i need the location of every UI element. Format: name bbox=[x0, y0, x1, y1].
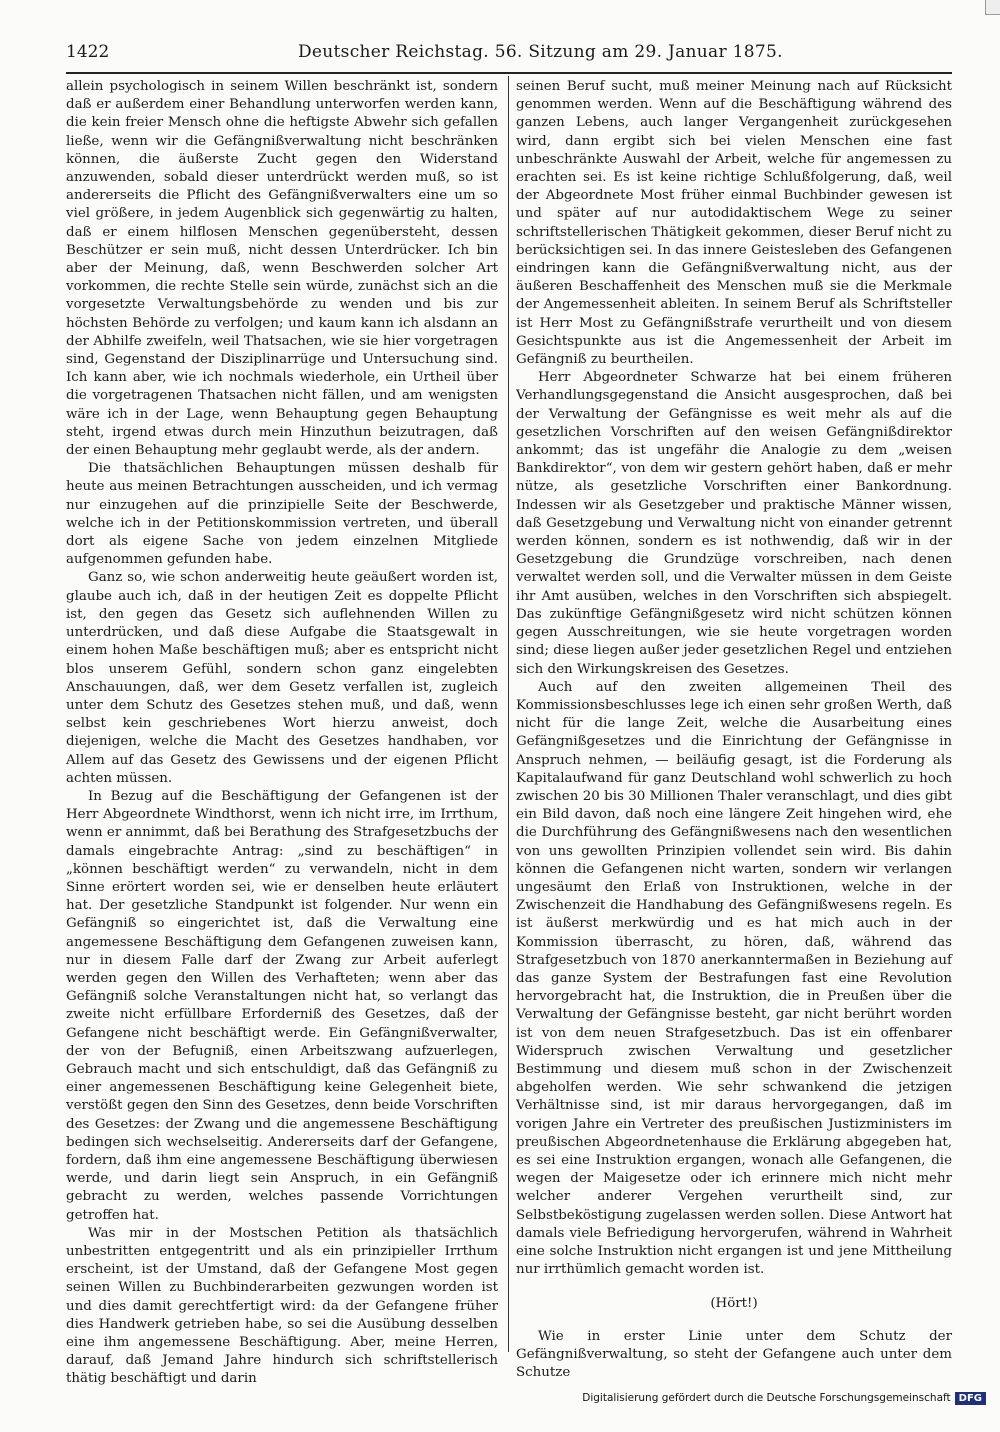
paragraph: Herr Abgeordneter Schwarze hat bei einem früheren Verhandlungsgegenstand die Ansicht ausgesprochen, daß bei der Verwaltung der Gefängnisse es weit mehr als auf die gesetzlichen Vorschriften auf den weisen Gefängnißdirektor ankommt; das ist ungefähr die Analogie zu dem „weisen Bankdirektor“, von dem wir gestern gehört haben, daß er mehr nütze, als gesetzliche Vorschriften einer Bankordnung. Indessen wir als Gesetzgeber und praktische Männer wissen, daß Gesetzgebung und Verwaltung nicht von einander getrennt werden können, sondern es ist nothwendig, daß wir in der Gesetzgebung die Grundzüge vorschreiben, nach denen verwaltet werden soll, und die Verwalter müssen in dem Geiste ihr Amt ausüben, welches in den Vorschriften sich abspiegelt. Das zukünftige Gefängnißgesetz wird nicht schützen können gegen Ausschreitungen, wie sie heute vorgetragen worden sind; diese liegen außer jeder gesetzlichen Regel und entziehen sich den Wirkungskreisen des Gesetzes. bbox=[516, 370, 952, 677]
paragraph: Auch auf den zweiten allgemeinen Theil des Kommissionsbeschlusses lege ich einen sehr großen Werth, daß nicht für die lange Zeit, welche die Ausarbeitung eines Gefängnißgesetzes und die Einrichtung der Gefängnisse in Anspruch nehmen, — beiläufig gesagt, ist die Forderung als Kapitalaufwand für ganz Deutschland wohl schwerlich zu hoch zwischen 20 bis 30 Millionen Thaler veranschlagt, und dies gibt ein Bild davon, daß noch eine längere Zeit hingehen wird, ehe die Durchführung des Gefängnißwesens nach den wesentlichen von uns gewollten Prinzipien vollendet sein wird. Bis dahin können die Gefangenen nicht warten, sondern wir verlangen ungesäumt den Erlaß von Instruktionen, welche in der Zwischenzeit die Handhabung des Gefängnißwesens regeln. Es ist äußerst merkwürdig und es hat mich auch in der Kommission überrascht, zu hören, daß, während das Strafgesetzbuch von 1870 anerkanntermaßen in Beziehung auf das ganze System der Bestrafungen fast eine Revolution hervorgebracht hat, die Instruktion, die in Preußen über die Verwaltung der Gefängnisse besteht, gar nicht berührt worden ist von dem neuen Strafgesetzbuch. Das ist ein offenbarer Widerspruch zwischen Verwaltung und gesetzlicher Bestimmung und diesem muß schon in der Zwischenzeit abgeholfen werden. Wie sehr schwankend die jetzigen Verhältnisse sind, ist mir daraus hervorgegangen, daß im vorigen Jahre ein Vertreter des preußischen Justizministers im preußischen Abgeordnetenhause die Erklärung abgegeben hat, es sei eine Instruktion ergangen, wonach alle Gefangenen, die wegen der Maigesetze oder ich erinnere mich nicht mehr welcher anderer Vergehen verurtheilt sind, zur Selbstbeköstigung zugelassen werden sollen. Diese Antwort hat damals viele Befriedigung hervorgerufen, während in Wahrheit eine solche Instruktion nicht ergangen ist und jene Mittheilung nur irrthümlich gemacht worden ist. bbox=[516, 679, 952, 1278]
paragraph: allein psychologisch in seinem Willen beschränkt ist, sondern daß er außerdem einer Behandlung unterworfen werden kann, die kein freier Mensch ohne die heftigste Abwehr sich gefallen ließe, wenn wir die Gefängnißverwaltung nicht beschränken können, die äußerste Zucht gegen den Widerstand anzuwenden, sobald dieser unterdrückt werden muß, so ist andererseits die Pflicht des Gefängnißverwalters eine um so viel größere, in jedem Augenblick sich gegenwärtig zu halten, daß er einem hilflosen Menschen gegenübersteht, dessen Beschützer er sein muß, nicht dessen Unterdrücker. Ich bin aber der Meinung, daß, wenn Beschwerden solcher Art vorkommen, die rechte Stelle sein würde, zunächst sich an die vorgesetzte Verwaltungsbehörde zu wenden und bis zur höchsten Behörde zu verfolgen; und kaum kann ich alsdann an der Abhilfe zweifeln, weil Thatsachen, wie sie hier vorgetragen sind, Gegenstand der Disziplinarrüge und Untersuchung sind. Ich kann aber, wie ich nochmals wiederhole, ein Urtheil über die vorgetragenen Thatsachen nicht fällen, und am wenigsten wäre ich in der Lage, wenn Behauptung gegen Behauptung steht, irgend etwas durch mein Hinzuthun beizutragen, daß der einen Behauptung mehr geglaubt werde, als der andern. bbox=[66, 79, 498, 459]
dfg-logo: DFG bbox=[955, 1392, 986, 1405]
column-separator bbox=[508, 76, 509, 1352]
paragraph: Ganz so, wie schon anderweitig heute geäußert worden ist, glaube auch ich, daß in der heutigen Zeit es doppelte Pflicht ist, den gegen das Gesetz sich auflehnenden Willen zu unterdrücken, und daß diese Aufgabe die Staatsgewalt in einem hohen Maße beschäftigen muß; aber es entspricht nicht blos unserem Gefühl, sondern schon ganz eingelebten Anschauungen, daß, wer dem Gesetz verfallen ist, zugleich unter dem Schutz des Gesetzes stehen muß, und daß, wenn selbst kein geschriebenes Wort hierzu anweist, doch diejenigen, welche die Macht des Gesetzes handhaben, vor Allem auf das Gesetz des Gewissens und der eigenen Pflicht achten müssen. bbox=[66, 570, 498, 786]
running-title: Deutscher Reichstag. 56. Sitzung am 29. Januar 1875. bbox=[298, 42, 783, 62]
right-column bbox=[516, 78, 952, 1382]
page-header bbox=[66, 42, 952, 68]
closing-paragraph: Wie in erster Linie unter dem Schutz der Gefängnißverwaltung, so steht der Gefangene auch unter dem Schutze bbox=[516, 1328, 952, 1381]
header-rule bbox=[66, 72, 952, 74]
interjection: (Hört!) bbox=[710, 1296, 758, 1312]
paragraph: seinen Beruf sucht, muß meiner Meinung nach auf Rücksicht genommen werden. Wenn auf die Beschäftigung während des ganzen Lebens, auch langer Vergangenheit zurückgesehen wird, dann ergibt sich bei vielen Menschen eine fast unbeschränkte Auswahl der Arbeit, welche für angemessen zu erachten sei. Es ist keine richtige Schlußfolgerung, daß, weil der Abgeordnete Most früher einmal Buchbinder gewesen ist und später auf nur autodidaktischem Wege zu seiner schriftstellerischen Thätigkeit gekommen, dieser Beruf nicht zu berücksichtigen sei. In das innere Geistesleben des Gefangenen eindringen kann die Gefängnißverwaltung nicht, aus der äußeren Beschaffenheit des Menschen muß sie die Merkmale der Angemessenheit ableiten. In seinem Beruf als Schriftsteller ist Herr Most zu Gefängnißstrafe verurtheilt und von diesem Gesichtspunkte aus ist die Angemessenheit der Arbeit im Gefängniß zu beurtheilen. bbox=[516, 79, 952, 368]
paragraph: In Bezug auf die Beschäftigung der Gefangenen ist der Herr Abgeordnete Windthorst, wenn ich nicht irre, im Irrthum, wenn er annimmt, daß bei Berathung des Strafgesetzbuchs der damals eingebrachte Antrag: „sind zu beschäftigen“ in „können beschäftigt werden“ zu verwandeln, nicht in dem Sinne erörtert worden sei, wie er denselben heute erläutert hat. Der gesetzliche Standpunkt ist folgender. Nur wenn ein Gefängniß so eingerichtet ist, daß die Verwaltung eine angemessene Beschäftigung dem Gefangenen zuweisen kann, nur in diesem Falle darf der Zwang zur Arbeit auferlegt werden gegen den Willen des Verhafteten; wenn aber das Gefängniß solche Veranstaltungen nicht hat, so verlangt das zweite nicht erfüllbare Erforderniß des Gesetzes, daß der Gefangene nicht beschäftigt werde. Ein Gefängnißverwalter, der von der Befugniß, einen Arbeitszwang aufzuerlegen, Gebrauch macht und sich entschuldigt, daß das Gefängniß zu einer angemessenen Beschäftigung keine Gelegenheit biete, verstößt gegen den Sinn des Gesetzes, denn beide Vorschriften des Gesetzes: der Zwang und die angemessene Beschäftigung bedingen sich wechselseitig. Andererseits darf der Gefangene, fordern, daß ihm eine angemessene Beschäftigung überwiesen werde, und darin liegt sein Anspruch, in ein Gefängniß gebracht zu werden, welches passende Vorrichtungen getroffen hat. bbox=[66, 788, 498, 1223]
paragraph: Was mir in der Mostschen Petition als thatsächlich unbestritten entgegentritt und als ein prinzipieller Irrthum erscheint, ist der Umstand, daß der Gefangene Most gegen seinen Willen zu Buchbinderarbeiten gezwungen worden ist und dies damit gerechtfertigt wird: da der Gefangene früher dies Handwerk getrieben habe, so sei die Ausübung desselben eine ihm angemessene Beschäftigung. Aber, meine Herren, darauf, daß Jemand Jahre hindurch sich schriftstellerisch thätig beschäftigt und darin bbox=[66, 1225, 498, 1387]
paragraph: Die thatsächlichen Behauptungen müssen deshalb für heute aus meinen Betrachtungen ausscheiden, und ich vermag nur einzugehen auf die prinzipielle Seite der Beschwerde, welche ich in der Petitionskommission vertreten, und überall dort als eigene Sache von jedem einzelnen Mitgliede aufgenommen gefunden habe. bbox=[66, 461, 498, 568]
digitization-credit bbox=[582, 1390, 986, 1406]
credit-text: Digitalisierung gefördert durch die Deutsche Forschungsgemeinschaft bbox=[582, 1392, 951, 1404]
page-number: 1422 bbox=[66, 42, 110, 62]
left-column bbox=[66, 78, 498, 1389]
scan-corner-mark bbox=[985, 0, 1000, 15]
